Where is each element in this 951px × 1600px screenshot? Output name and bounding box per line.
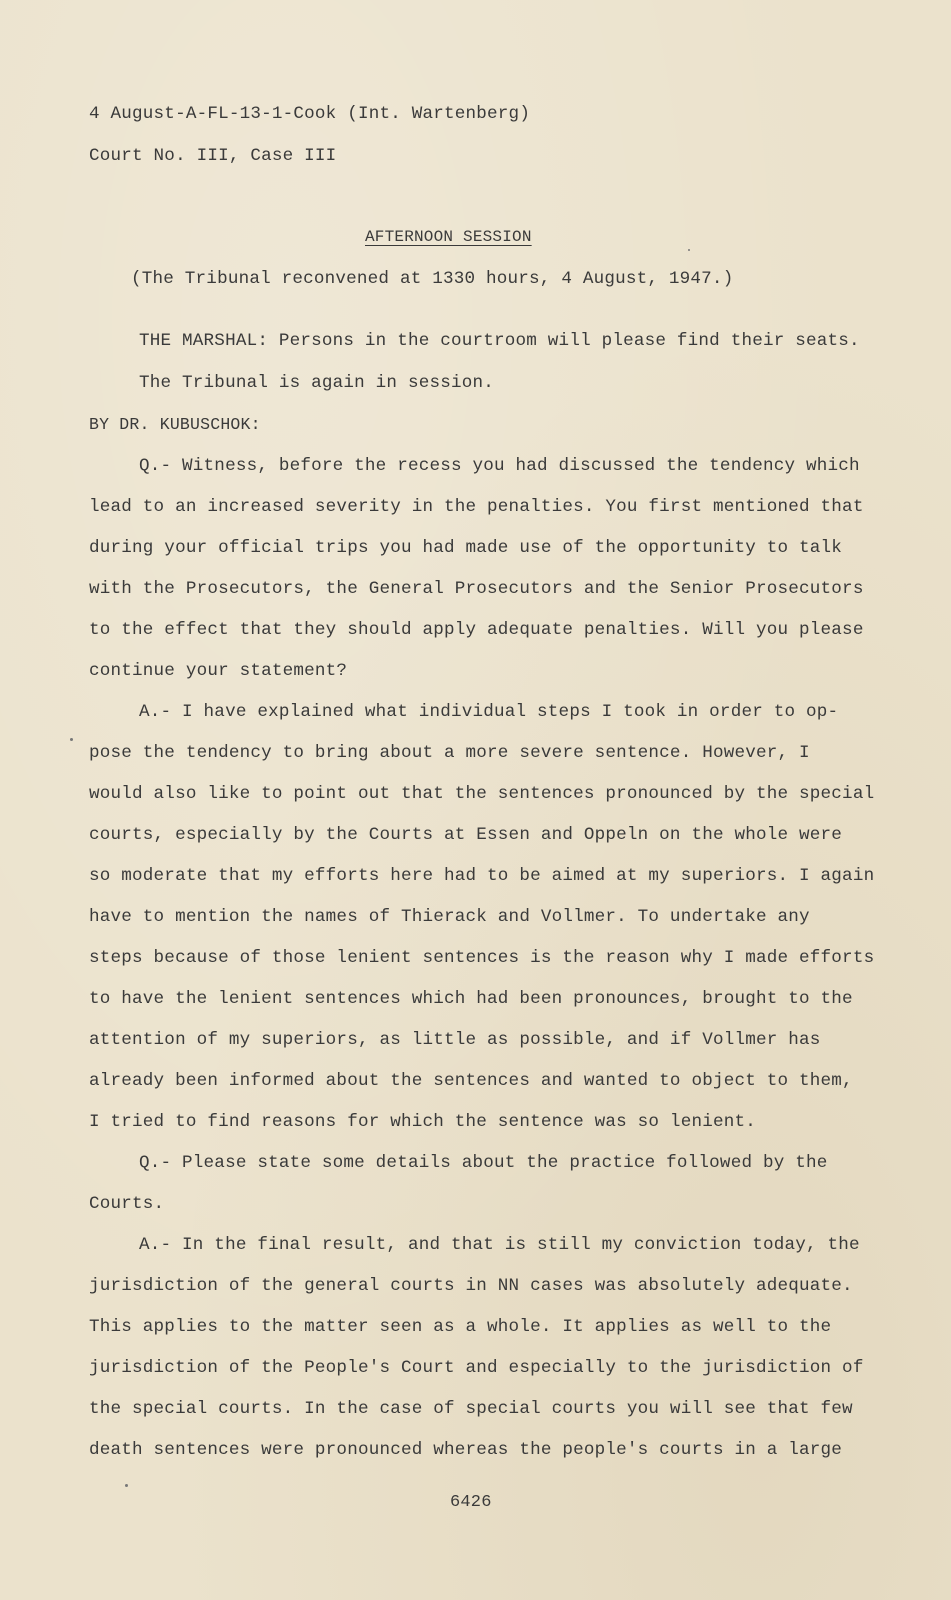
answer-line: I tried to find reasons for which the sentence was so lenient.: [89, 1112, 756, 1132]
answer-line: the special courts. In the case of special courts you will see that few: [89, 1399, 853, 1419]
answer-line: would also like to point out that the sentences pronounced by the special: [89, 784, 875, 804]
question-line: Q.- Witness, before the recess you had discussed the tendency which: [139, 456, 860, 476]
header-court-number: Court No. III, Case III: [89, 146, 337, 166]
paper-speck: [70, 738, 73, 741]
answer-line: pose the tendency to bring about a more severe sentence. However, I: [89, 743, 810, 763]
page-number: 6426: [450, 1493, 492, 1512]
answer-line: jurisdiction of the general courts in NN cases was absolutely adequate.: [89, 1276, 853, 1296]
answer-line: attention of my superiors, as little as possible, and if Vollmer has: [89, 1030, 821, 1050]
answer-line: death sentences were pronounced whereas the people's courts in a large: [89, 1440, 843, 1460]
answer-line: have to mention the names of Thierack and Vollmer. To undertake any: [89, 907, 810, 927]
answer-line: courts, especially by the Courts at Essen and Oppeln on the whole were: [89, 825, 843, 845]
question-line: Courts.: [89, 1194, 165, 1214]
question-line: to the effect that they should apply adequate penalties. Will you please: [89, 620, 864, 640]
answer-line: A.- In the final result, and that is still my conviction today, the: [139, 1235, 860, 1255]
question-line: continue your statement?: [89, 661, 348, 681]
question-line: with the Prosecutors, the General Prosecutors and the Senior Prosecutors: [89, 579, 864, 599]
marshal-statement-line: The Tribunal is again in session.: [139, 373, 495, 393]
examiner-line: BY DR. KUBUSCHOK:: [89, 415, 261, 434]
question-line: during your official trips you had made use of the opportunity to talk: [89, 538, 843, 558]
paper-speck: [125, 1484, 128, 1487]
marshal-statement-line: THE MARSHAL: Persons in the courtroom will please find their seats.: [139, 331, 860, 351]
header-case-reference: 4 August-A-FL-13-1-Cook (Int. Wartenberg): [89, 104, 531, 124]
answer-line: already been informed about the sentences and wanted to object to them,: [89, 1071, 853, 1091]
session-title: AFTERNOON SESSION: [365, 228, 532, 246]
question-line: lead to an increased severity in the penalties. You first mentioned that: [89, 497, 864, 517]
answer-line: to have the lenient sentences which had been pronounces, brought to the: [89, 989, 853, 1009]
answer-line: steps because of those lenient sentences is the reason why I made efforts: [89, 948, 875, 968]
answer-line: so moderate that my efforts here had to be aimed at my superiors. I again: [89, 866, 875, 886]
answer-line: A.- I have explained what individual steps I took in order to op-: [139, 702, 839, 722]
answer-line: This applies to the matter seen as a whole. It applies as well to the: [89, 1317, 832, 1337]
paper-speck: [688, 249, 690, 251]
answer-line: jurisdiction of the People's Court and especially to the jurisdiction of: [89, 1358, 864, 1378]
reconvene-note: (The Tribunal reconvened at 1330 hours, 4 August, 1947.): [131, 269, 734, 289]
question-line: Q.- Please state some details about the practice followed by the: [139, 1153, 828, 1173]
